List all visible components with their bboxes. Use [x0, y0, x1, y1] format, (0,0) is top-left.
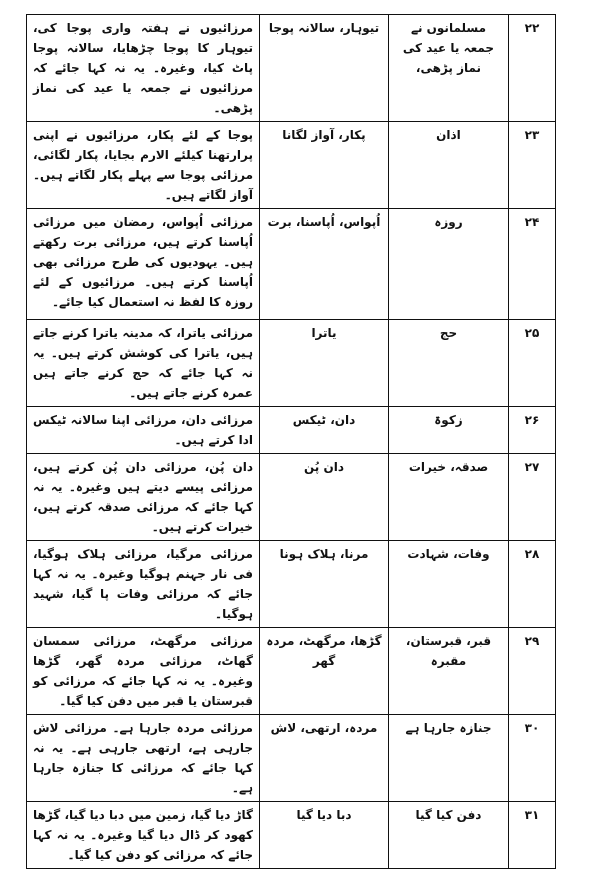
islamic-term-cell: زکوۃ: [389, 407, 509, 454]
usage-description-cell: گاڑ دیا گیا، زمین میں دبا دیا گیا، گڑھا کھود کر ڈال دیا گیا وغیرہ۔ یہ نہ کہا جائے کہ مرزائی کو دفن کیا گیا۔: [27, 802, 260, 869]
table-row: [27, 407, 556, 454]
table-body: [27, 15, 556, 869]
islamic-term-cell: قبر، قبرستان، مقبرہ: [389, 628, 509, 715]
islamic-term-cell: جنازہ جارہا ہے: [389, 715, 509, 802]
row-number: ۲۶: [509, 407, 556, 454]
row-number: ۳۱: [509, 802, 556, 869]
islamic-term-cell: حج: [389, 320, 509, 407]
islamic-term-cell: اذان: [389, 122, 509, 209]
row-number: ۲۴: [509, 209, 556, 320]
table-row: [27, 715, 556, 802]
islamic-term-cell: مسلمانوں نے جمعہ یا عید کی نماز پڑھی،: [389, 15, 509, 122]
table-row: [27, 122, 556, 209]
mirzai-term-cell: دان پُن: [260, 454, 389, 541]
table-row: [27, 209, 556, 320]
mirzai-term-cell: دان، ٹیکس: [260, 407, 389, 454]
table-row: [27, 628, 556, 715]
row-number: ۲۹: [509, 628, 556, 715]
islamic-term-cell: روزہ: [389, 209, 509, 320]
usage-description-cell: مرزائی دان، مرزائی اپنا سالانہ ٹیکس ادا کرتے ہیں۔: [27, 407, 260, 454]
usage-description-cell: مرزائی مرگھٹ، مرزائی سمسان گھاٹ، مرزائی مردہ گھر، گڑھا وغیرہ۔ یہ نہ کہا جائے کہ مرزائی کو قبرستان یا قبر میں دفن کیا گیا۔: [27, 628, 260, 715]
table-row: [27, 802, 556, 869]
mirzai-term-cell: گڑھا، مرگھٹ، مردہ گھر: [260, 628, 389, 715]
mirzai-term-cell: دبا دیا گیا: [260, 802, 389, 869]
row-number: ۲۵: [509, 320, 556, 407]
table-row: [27, 541, 556, 628]
document-page: [26, 14, 556, 869]
table-row: [27, 454, 556, 541]
row-number: ۳۰: [509, 715, 556, 802]
mirzai-term-cell: مرنا، ہلاک ہونا: [260, 541, 389, 628]
islamic-term-cell: دفن کیا گیا: [389, 802, 509, 869]
row-number: ۲۷: [509, 454, 556, 541]
islamic-term-cell: وفات، شہادت: [389, 541, 509, 628]
table-row: [27, 15, 556, 122]
row-number: ۲۳: [509, 122, 556, 209]
usage-description-cell: پوجا کے لئے پکار، مرزائیوں نے اپنی پرارتھنا کیلئے الارم بجایا، پکار لگائی، مرزائی پوجا سے پہلے پکار لگاتے ہیں۔ آواز لگاتے ہیں۔: [27, 122, 260, 209]
mirzai-term-cell: یاترا: [260, 320, 389, 407]
islamic-term-cell: صدقہ، خیرات: [389, 454, 509, 541]
usage-description-cell: مرزائی مرگیا، مرزائی ہلاک ہوگیا، فی نار جہنم ہوگیا وغیرہ۔ یہ نہ کہا جائے کہ مرزائی وفات پا گیا، شہید ہوگیا۔: [27, 541, 260, 628]
mirzai-term-cell: مردہ، ارتھی، لاش: [260, 715, 389, 802]
usage-description-cell: مرزائی اُپواس، رمضان میں مرزائی اُپاسنا کرتے ہیں، مرزائی برت رکھتے ہیں۔ یہودیوں کی طرح مرزائی بھی اُپاسنا کرتے ہیں۔ مرزائیوں کے لئے روزہ کا لفظ نہ استعمال کیا جائے۔: [27, 209, 260, 320]
row-number: ۲۲: [509, 15, 556, 122]
mirzai-term-cell: اُپواس، اُپاسنا، برت: [260, 209, 389, 320]
terminology-table: [26, 14, 556, 869]
usage-description-cell: مرزائی مردہ جارہا ہے۔ مرزائی لاش جارہی ہے، ارتھی جارہی ہے۔ یہ نہ کہا جائے کہ مرزائی کا جنازہ جارہا ہے۔: [27, 715, 260, 802]
row-number: ۲۸: [509, 541, 556, 628]
mirzai-term-cell: پکار، آواز لگانا: [260, 122, 389, 209]
mirzai-term-cell: تیوہار، سالانہ پوجا: [260, 15, 389, 122]
usage-description-cell: مرزائیوں نے ہفتہ واری پوجا کی، تیوہار کا پوجا چڑھایا، سالانہ پوجا پاٹ کیا، وغیرہ۔ یہ نہ کہا جائے کہ مرزائیوں نے جمعہ یا عید کی نماز پڑھی۔: [27, 15, 260, 122]
table-row: [27, 320, 556, 407]
usage-description-cell: دان پُن، مرزائی دان پُن کرتے ہیں، مرزائی پیسے دیتے ہیں وغیرہ۔ یہ نہ کہا جائے کہ مرزائی صدقہ کرتے ہیں، خیرات کرتے ہیں۔: [27, 454, 260, 541]
usage-description-cell: مرزائی یاترا، کہ مدینہ یاترا کرنے جاتے ہیں، یاترا کی کوشش کرتے ہیں۔ یہ نہ کہا جائے کہ حج کرنے جاتے ہیں عمرہ کرنے جاتے ہیں۔: [27, 320, 260, 407]
